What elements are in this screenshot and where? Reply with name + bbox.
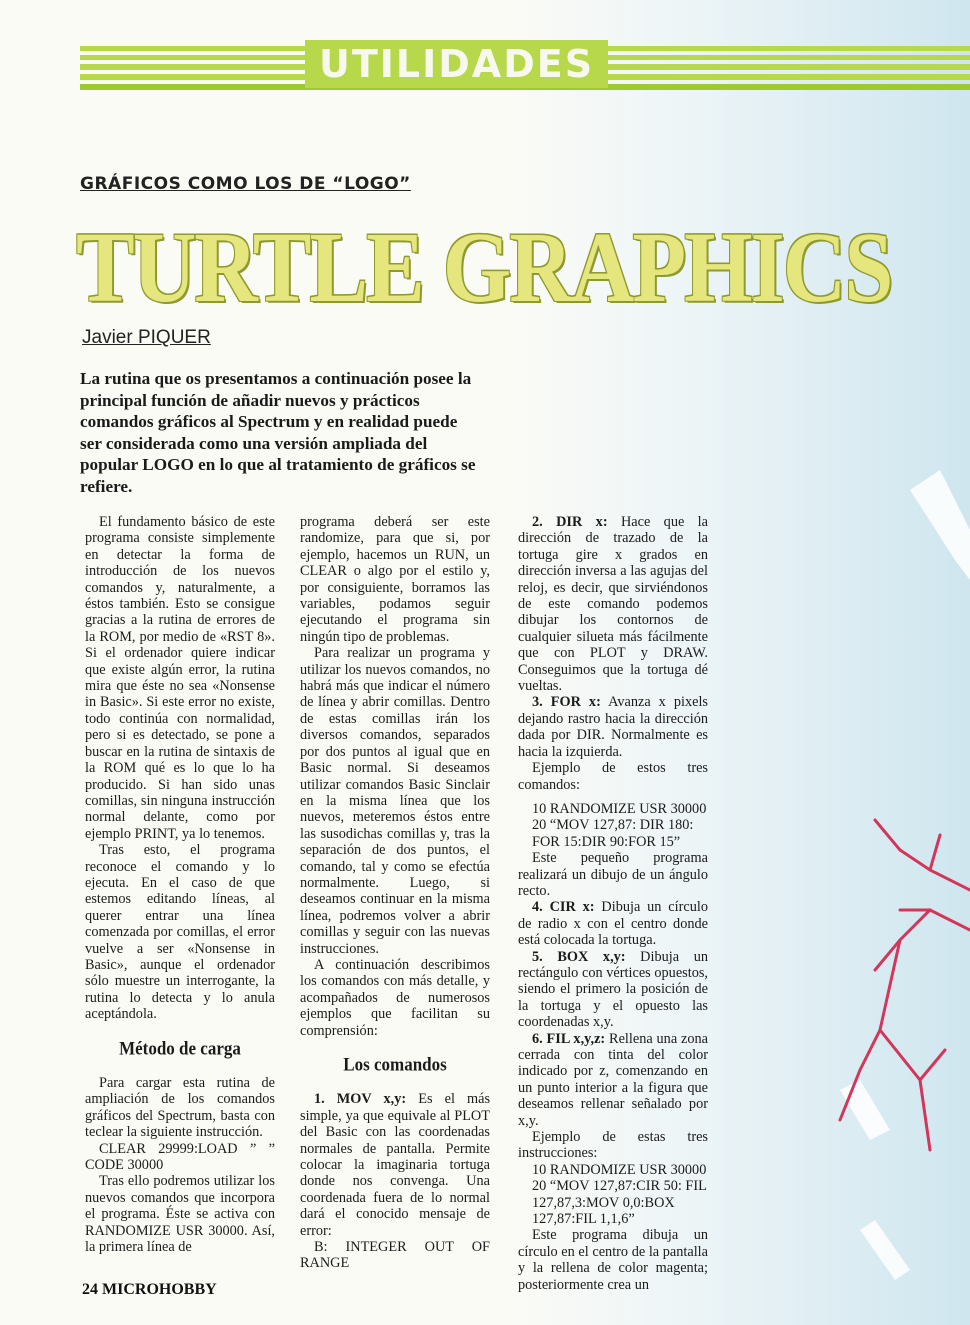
paragraph: Para realizar un programa y utilizar los nuevos comandos, no habrá más que indicar el número de línea y abrir comillas. Dentro de estas comillas irán los diversos comandos, separados por dos puntos al igual que en Basic normal. Si deseamos utilizar comandos Basic Sinclair en la misma línea que los nuevos, meteremos éstos entre las susodichas comillas y, tras la separación de dos puntos, el comando, tal y como se efectúa normalmente. Luego, si deseamos continuar en la misma línea, podremos volver a abrir comillas y seguir con las nuevas instrucciones.: [300, 645, 490, 957]
paragraph: A continuación describimos los comandos con más detalle, y acompañados de numerosos ejemplos que facilitan su comprensión:: [300, 956, 490, 1039]
command-text: Hace que la dirección de trazado de la tortuga gire x grados en dirección inversa a las agujas del reloj, es decir, que sirviéndonos de este comando podemos dibujar los contornos de cualquier silueta más fácilmente que con PLOT y DRAW. Conseguimos que la tortuga dé vueltas.: [518, 514, 708, 695]
command-label: 5. BOX x,y:: [532, 948, 626, 965]
page-footer: 24 MICROHOBBY: [82, 1281, 217, 1298]
command-text: Dibuja un círculo de radio x con el centro donde está colocada la tortuga.: [518, 899, 708, 949]
paragraph: Para cargar esta rutina de ampliación de los comandos gráficos del Spectrum, basta con teclear la siguiente instrucción.: [85, 1075, 275, 1141]
subheading-metodo-de-carga: Método de carga: [119, 1037, 241, 1059]
command-box: [518, 949, 708, 1031]
code-line: 20 “MOV 127,87:CIR 50: FIL 127,87,3:MOV 0,0:BOX 127,87:FIL 1,1,6”: [532, 1178, 707, 1228]
decorative-illustration: [780, 470, 970, 1310]
command-text: Dibuja un rectángulo con vértices opuestos, siendo el primero la posición de la tortuga y el opuesto las coordenadas x,y.: [518, 948, 708, 1031]
paragraph: Tras esto, el programa reconoce el comando y lo ejecuta. En el caso de que estemos editando líneas, al querer entrar una línea comenzada por comillas, el error vuelve a ser «Nonsense in Basic», aunque el ordenador sólo muestre un interrogante, la rutina lo detecta y lo anula aceptándola.: [85, 842, 275, 1023]
code-line: 10 RANDOMIZE USR 30000: [532, 1161, 707, 1178]
paragraph: Tras ello podremos utilizar los nuevos comandos que incorpora el programa. Éste se activa con RANDOMIZE USR 30000. Así, la primera línea de: [85, 1173, 275, 1256]
paragraph: Ejemplo de estos tres comandos:: [518, 760, 708, 793]
article-title: TURTLE GRAPHICS: [76, 212, 892, 324]
command-label: 2. DIR x:: [532, 514, 608, 530]
text-column-2: [300, 514, 490, 1272]
command-label: 1. MOV x,y:: [314, 1091, 407, 1108]
code-line: 20 “MOV 127,87: DIR 180: FOR 15:DIR 90:FOR 15”: [532, 817, 694, 850]
error-message: B: INTEGER OUT OF RANGE: [300, 1239, 490, 1272]
command-label: 3. FOR x:: [532, 694, 601, 711]
section-header-band: [80, 40, 970, 98]
paragraph: Este pequeño programa realizará un dibujo de un ángulo recto.: [518, 850, 708, 899]
command-mov: [300, 1091, 490, 1239]
text-column-1: [85, 514, 275, 1255]
article-lead: La rutina que os presentamos a continuación posee la principal función de añadir nuevos y prácticos comandos gráficos al Spectrum y en realidad puede ser considerada como una versión ampliada del popular LOGO en lo que al tratamiento de gráficos se refiere.: [80, 369, 476, 496]
article-author: Javier PIQUER: [82, 327, 211, 348]
command-dir: [518, 514, 708, 694]
command-for: [518, 694, 708, 760]
article-kicker: GRÁFICOS COMO LOS DE “LOGO”: [80, 174, 411, 194]
code-line: CLEAR 29999:LOAD ” ” CODE 30000: [85, 1140, 275, 1174]
command-cir: [518, 899, 708, 948]
code-line: 10 RANDOMIZE USR 30000: [532, 800, 707, 817]
paragraph: Este programa dibuja un círculo en el centro de la pantalla y la rellena de color magenta; posteriormente crea un: [518, 1227, 708, 1293]
command-fil: [518, 1031, 708, 1129]
section-title: UTILIDADES: [305, 40, 608, 88]
paragraph: El fundamento básico de este programa consiste simplemente en detectar la forma de introducción de los nuevos comandos y, naturalmente, a éstos también. Esto se consigue gracias a la rutina de errores de la ROM, por medio de «RST 8». Si el ordenador quiere indicar que existe algún error, la rutina mira que éste no sea «Nonsense in Basic». Si este error no existe, todo continúa con normalidad, pero si es detectado, se pone a buscar en la rutina de sintaxis de la ROM qué es lo que lo ha producido. Si han sido unas comillas, sin ninguna instrucción normal delante, como por ejemplo PRINT, ya lo tenemos.: [85, 514, 275, 842]
command-text: Rellena una zona cerrada con tinta del color indicado por z, comenzando en un punto interior a la figura que deseamos rellenar señalado por x,y.: [518, 1030, 708, 1129]
paragraph: Ejemplo de estas tres instrucciones:: [518, 1129, 708, 1162]
subheading-los-comandos: Los comandos: [343, 1053, 447, 1075]
text-column-3: [518, 514, 708, 1293]
paragraph: programa deberá ser este randomize, para que si, por ejemplo, hacemos un RUN, un CLEAR o algo por el estilo y, por consiguiente, borramos las variables, podamos seguir ejecutando el programa sin ningún tipo de problemas.: [300, 514, 490, 645]
command-label: 4. CIR x:: [532, 899, 595, 916]
command-text: Avanza x pixels dejando rastro hacia la dirección dada por DIR. Normalmente es hacia la izquierda.: [518, 694, 708, 760]
command-label: 6. FIL x,y,z:: [532, 1030, 606, 1047]
command-text: Es el más simple, ya que equivale al PLOT del Basic con las coordenadas normales de pantalla. Permite colocar la imaginaria tortuga donde nos convenga. Una coordenada fuera de lo normal dará el conocido mensaje de error:: [300, 1091, 491, 1239]
